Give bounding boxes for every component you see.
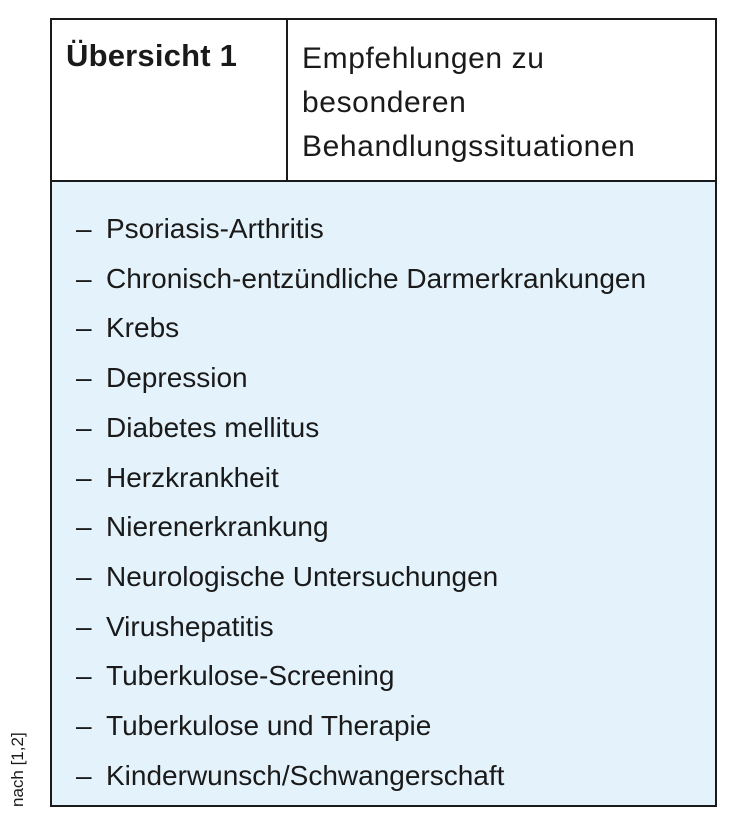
list-item-label: Kinderwunsch/Schwangerschaft [106,759,505,791]
list-item-label: Tuberkulose-Screening [106,660,395,692]
dash-bullet: – [76,610,92,642]
recommendation-list [76,204,715,800]
overview-label: Übersicht 1 [52,20,288,180]
list-item [76,254,715,304]
list-item-label: Diabetes mellitus [106,411,320,443]
dash-bullet: – [76,710,92,742]
title-line: Empfehlungen zu [302,42,545,75]
box-body [52,182,715,805]
overview-title [288,20,715,180]
dash-bullet: – [76,213,92,244]
dash-bullet: – [76,759,92,791]
title-line: Behandlungssituationen [302,130,636,163]
dash-bullet: – [76,362,92,394]
dash-bullet: – [76,262,92,294]
list-item [76,552,715,602]
list-item-label: Depression [106,362,248,394]
list-item-label: Krebs [106,312,180,344]
source-note: nach [1,2] [8,732,27,807]
overview-box [50,18,717,807]
list-item-label: Virushepatitis [106,610,274,642]
list-item-label: Neurologische Untersuchungen [106,560,499,592]
dash-bullet: – [76,312,92,344]
list-item-label: Tuberkulose und Therapie [106,710,432,742]
list-item [76,453,715,503]
list-item [76,751,715,801]
list-item [76,651,715,701]
list-item [76,602,715,652]
list-item-label: Chronisch-entzündliche Darmerkrankungen [106,262,647,294]
dash-bullet: – [76,411,92,443]
list-item [76,502,715,552]
dash-bullet: – [76,461,92,493]
dash-bullet: – [76,511,92,543]
list-item [76,204,715,254]
list-item [76,303,715,353]
list-item-label: Herzkrankheit [106,461,279,493]
list-item-label: Nierenerkrankung [106,511,329,543]
list-item [76,353,715,403]
dash-bullet: – [76,660,92,692]
list-item [76,701,715,751]
title-line: besonderen [302,86,467,119]
list-item [76,403,715,453]
box-header [52,20,715,182]
list-item-label: Psoriasis-Arthritis [106,213,324,244]
dash-bullet: – [76,560,92,592]
